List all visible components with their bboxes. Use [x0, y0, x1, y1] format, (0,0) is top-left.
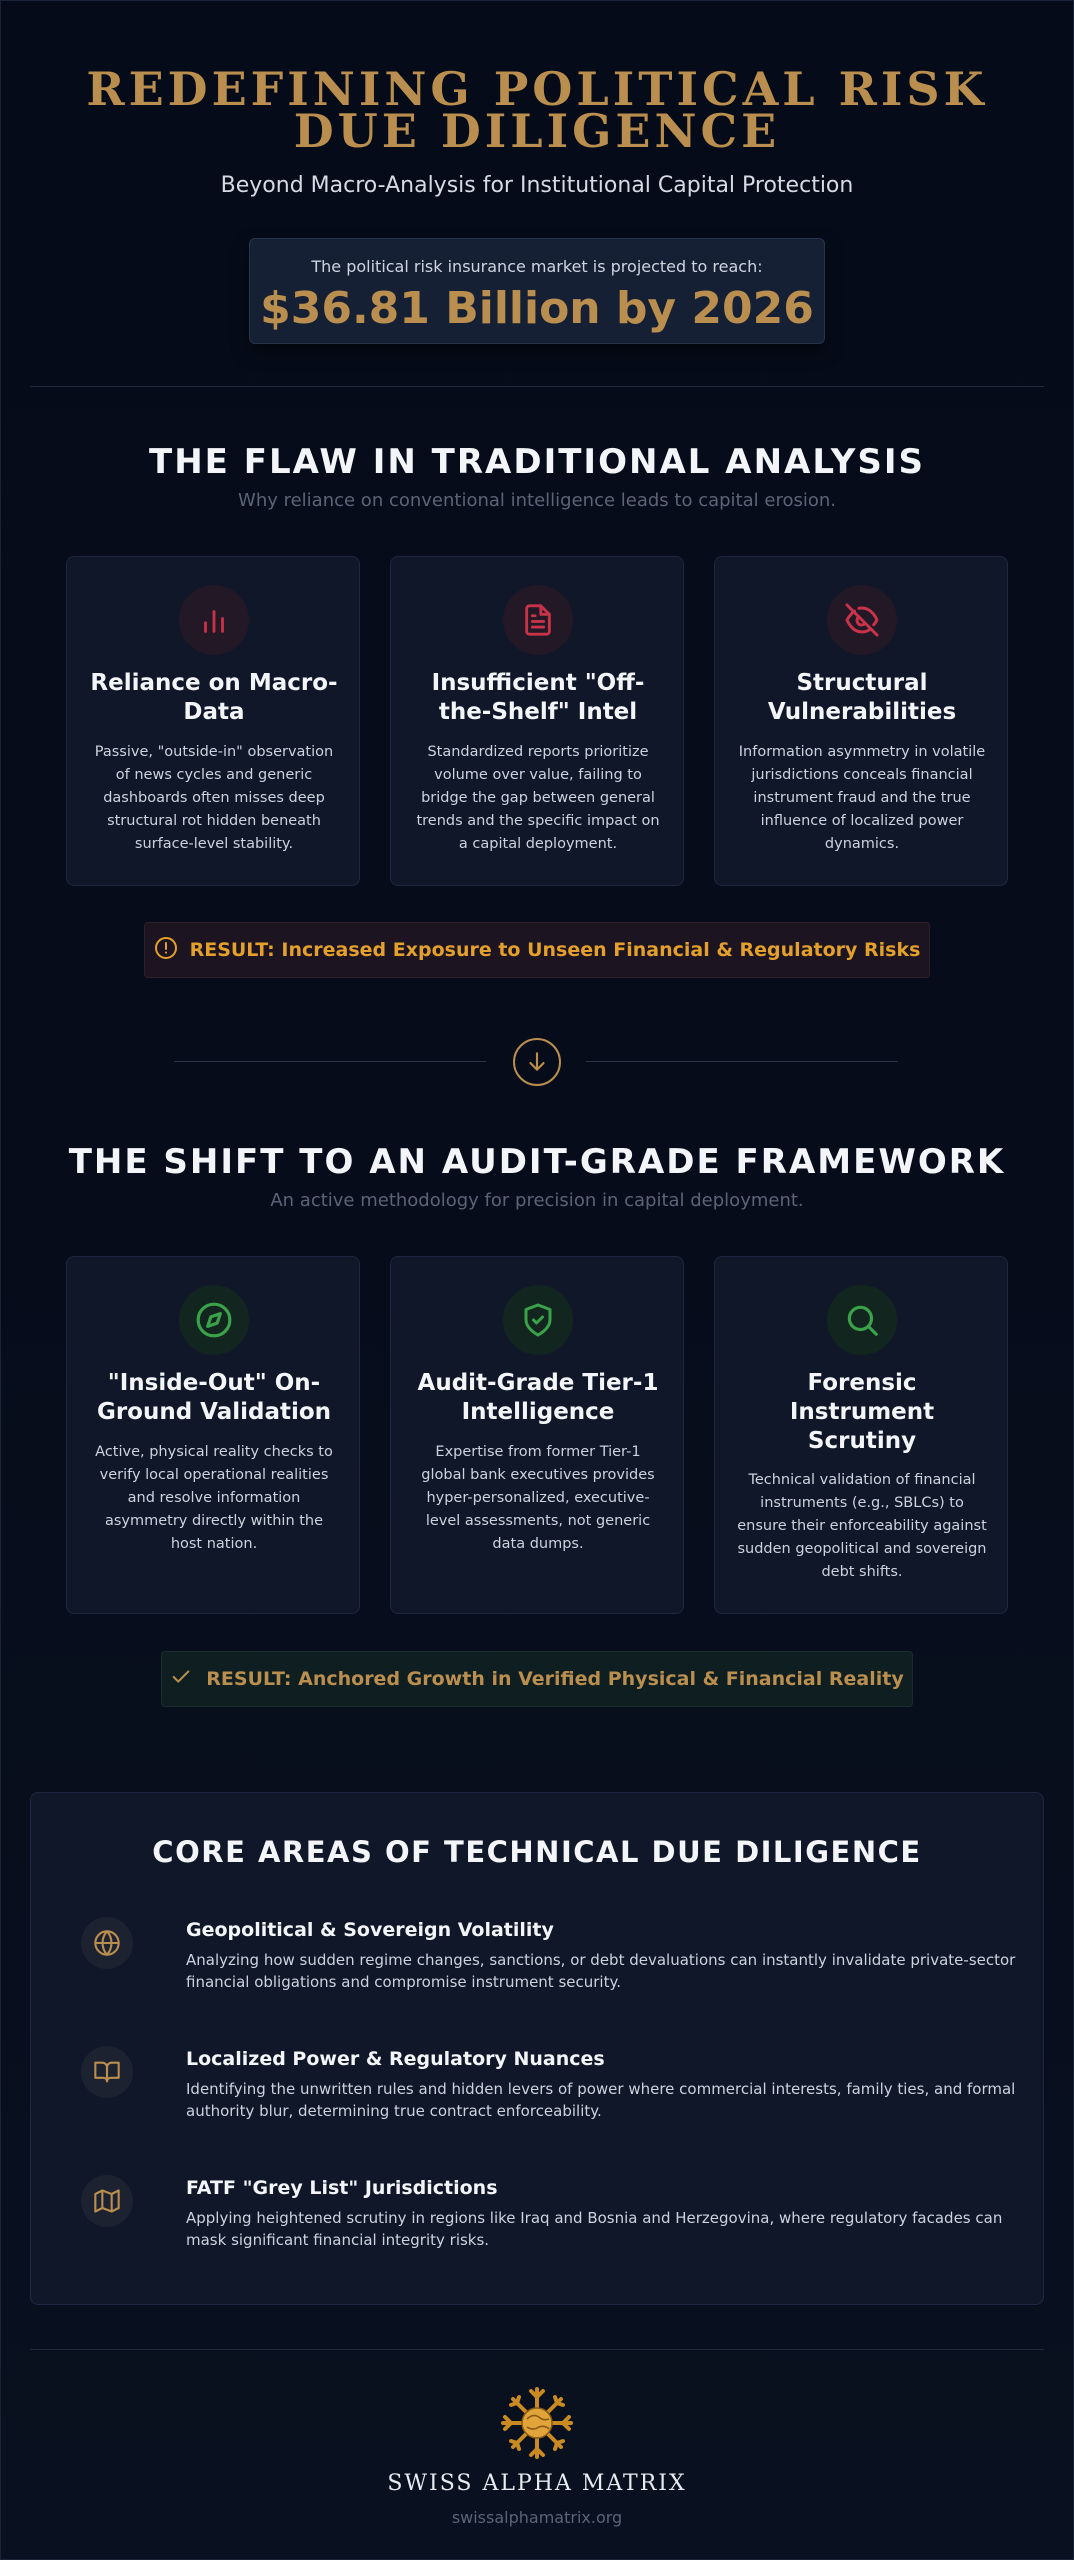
flaw-section-title: THE FLAW IN TRADITIONAL ANALYSIS	[149, 442, 925, 482]
brand-name: SWISS ALPHA MATRIX	[387, 2471, 687, 2496]
card-description: Information asymmetry in volatile jurisdictions conceals financial instrument fraud and the true influence of localized power dynamics.	[738, 744, 986, 852]
check-icon	[170, 1666, 192, 1693]
flaw-result-text: RESULT: Increased Exposure to Unseen Financial & Regulatory Risks	[189, 939, 921, 961]
shift-card-tier1	[390, 1256, 684, 1614]
flaw-card-macro-data	[66, 556, 360, 886]
card-title: Audit-Grade Tier-1 Intelligence	[417, 1370, 659, 1425]
core-item-title: FATF "Grey List" Jurisdictions	[186, 2177, 498, 2199]
core-section-title: CORE AREAS OF TECHNICAL DUE DILIGENCE	[152, 1835, 922, 1869]
brand-url-link[interactable]: swissalphamatrix.org	[451, 2508, 623, 2527]
flaw-section-subtitle: Why reliance on conventional intelligence leads to capital erosion.	[238, 490, 836, 511]
compass-icon	[179, 1285, 249, 1355]
card-description: Technical validation of financial instruments (e.g., SBLCs) to ensure their enforceability against sudden geopolitical and sovereign debt shifts.	[737, 1472, 987, 1580]
market-stat-box	[249, 238, 825, 344]
shift-section-title: THE SHIFT TO AN AUDIT-GRADE FRAMEWORK	[68, 1142, 1006, 1182]
core-item-title: Geopolitical & Sovereign Volatility	[186, 1919, 554, 1941]
page-title	[0, 62, 1074, 158]
core-item-title: Localized Power & Regulatory Nuances	[186, 2048, 605, 2070]
bar-chart-icon	[179, 585, 249, 655]
core-item-description: Identifying the unwritten rules and hidden levers of power where commercial interests, family ties, and formal authority blur, determining true contract enforceability.	[186, 2080, 1016, 2120]
book-icon	[81, 2046, 133, 2098]
flaw-card-off-the-shelf	[390, 556, 684, 886]
shift-result-banner	[161, 1651, 913, 1707]
core-areas-panel	[30, 1792, 1044, 2305]
document-icon	[503, 585, 573, 655]
page-title-line-2: DUE DILIGENCE	[293, 104, 781, 158]
core-item-description: Applying heightened scrutiny in regions like Iraq and Bosnia and Herzegovina, where regulatory facades can mask significant financial integrity risks.	[186, 2209, 1003, 2249]
transition-line-right	[586, 1061, 898, 1062]
market-stat-value: $36.81 Billion by 2026	[260, 283, 814, 334]
card-title: Reliance on Macro-Data	[90, 670, 338, 725]
shift-card-forensic	[714, 1256, 1008, 1614]
card-title: Structural Vulnerabilities	[767, 670, 957, 725]
arrow-down-icon	[513, 1038, 561, 1086]
shield-check-icon	[503, 1285, 573, 1355]
transition-line-left	[174, 1061, 486, 1062]
shift-section-subtitle: An active methodology for precision in capital deployment.	[270, 1190, 804, 1211]
alert-circle-icon	[154, 936, 178, 965]
page-title-line-1: REDEFINING POLITICAL RISK	[86, 62, 988, 116]
brand-logo	[497, 2383, 577, 2463]
card-description: Passive, "outside-in" observation of news cycles and generic dashboards often misses deep structural rot hidden beneath surface-level stability.	[94, 744, 334, 852]
card-description: Expertise from former Tier-1 global bank executives provides hyper-personalized, executive-level assessments, not generic data dumps.	[421, 1444, 655, 1552]
core-item-geopolitical	[81, 1917, 1016, 2007]
card-title: Insufficient "Off-the-Shelf" Intel	[431, 670, 645, 725]
flaw-card-structural	[714, 556, 1008, 886]
divider	[30, 386, 1044, 387]
market-stat-label: The political risk insurance market is projected to reach:	[311, 257, 763, 276]
shift-card-on-ground	[66, 1256, 360, 1614]
core-item-localized-power	[81, 2046, 1016, 2136]
shift-result-text: RESULT: Anchored Growth in Verified Physical & Financial Reality	[206, 1668, 904, 1690]
card-title: Forensic Instrument Scrutiny	[789, 1370, 935, 1454]
card-description: Active, physical reality checks to verify local operational realities and resolve information asymmetry directly within the host nation.	[95, 1444, 333, 1552]
flaw-result-banner	[144, 922, 930, 978]
eye-off-icon	[827, 585, 897, 655]
divider	[30, 2349, 1044, 2350]
globe-icon	[81, 1917, 133, 1969]
map-icon	[81, 2175, 133, 2227]
core-item-description: Analyzing how sudden regime changes, sanctions, or debt devaluations can instantly invalidate private-sector financial obligations and compromise instrument security.	[186, 1951, 1016, 1991]
card-description: Standardized reports prioritize volume over value, failing to bridge the gap between general trends and the specific impact on a capital deployment.	[416, 744, 660, 852]
page-subtitle: Beyond Macro-Analysis for Institutional Capital Protection	[220, 173, 854, 198]
search-icon	[827, 1285, 897, 1355]
core-item-fatf	[81, 2175, 1001, 2265]
card-title: "Inside-Out" On-Ground Validation	[96, 1370, 332, 1425]
